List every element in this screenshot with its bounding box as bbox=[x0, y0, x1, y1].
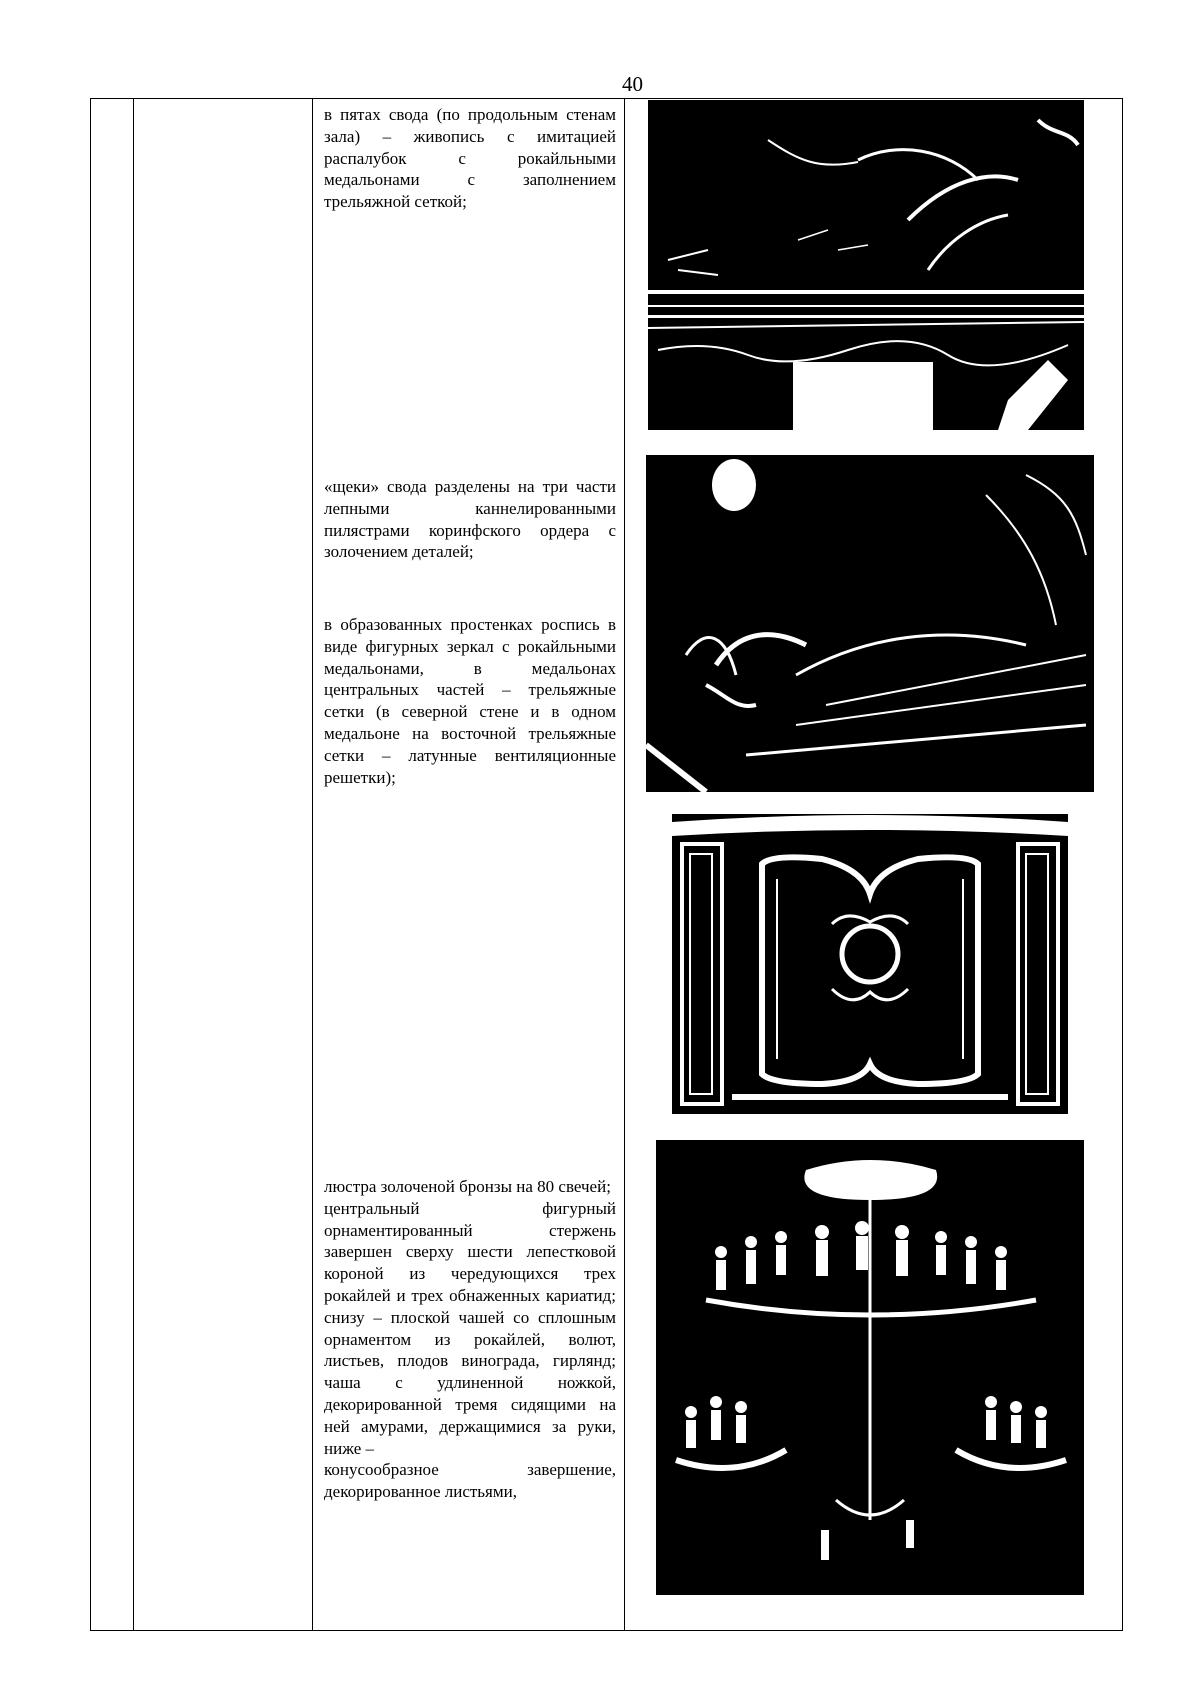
column-divider bbox=[624, 98, 625, 1631]
photo-vault-cheeks bbox=[646, 455, 1094, 792]
column-divider bbox=[133, 98, 134, 1631]
description-text: «щеки» свода разделены на три части лепными каннелированными пилястрами коринфского ордера с золочением деталей; bbox=[324, 477, 616, 562]
description-wall-piers bbox=[324, 614, 616, 788]
description-text: конусообразное завершение, декорированное листьями, bbox=[324, 1460, 616, 1502]
photo-wall-pier bbox=[672, 814, 1068, 1114]
description-text: люстра золоченой бронзы на 80 свечей; bbox=[324, 1177, 611, 1196]
description-vault-heels bbox=[324, 104, 616, 213]
column-divider bbox=[312, 98, 313, 1631]
photo-vault-cornice bbox=[648, 100, 1084, 430]
description-vault-cheeks bbox=[324, 476, 616, 563]
photo-chandelier bbox=[656, 1140, 1084, 1595]
description-text: в образованных простенках роспись в виде фигурных зеркал с рокайльными медальонами, в медальонах центральных частей – трельяжные сетки (в северной стене и в одном медальоне на восточной трельяжные сетки – латунные вентиляционные решетки); bbox=[324, 615, 616, 787]
description-text: центральный фигурный орнаментированный стержень завершен сверху шести лепестковой короной из чередующихся трех рокайлей и трех обнаженных кариатид; снизу – плоской чашей со сплошным орнаментом из рокайлей, волют, листьев, плодов винограда, гирлянд; чаша с удлиненной ножкой, декорированной тремя сидящими на ней амурами, держащимися за руки, ниже – bbox=[324, 1198, 616, 1458]
description-chandelier bbox=[324, 1176, 616, 1503]
description-text: в пятах свода (по продольным стенам зала) – живопись с имитацией распалубок с рокайльными медальонами с заполнением трельяжной сеткой; bbox=[324, 105, 616, 212]
page-number: 40 bbox=[622, 72, 643, 96]
